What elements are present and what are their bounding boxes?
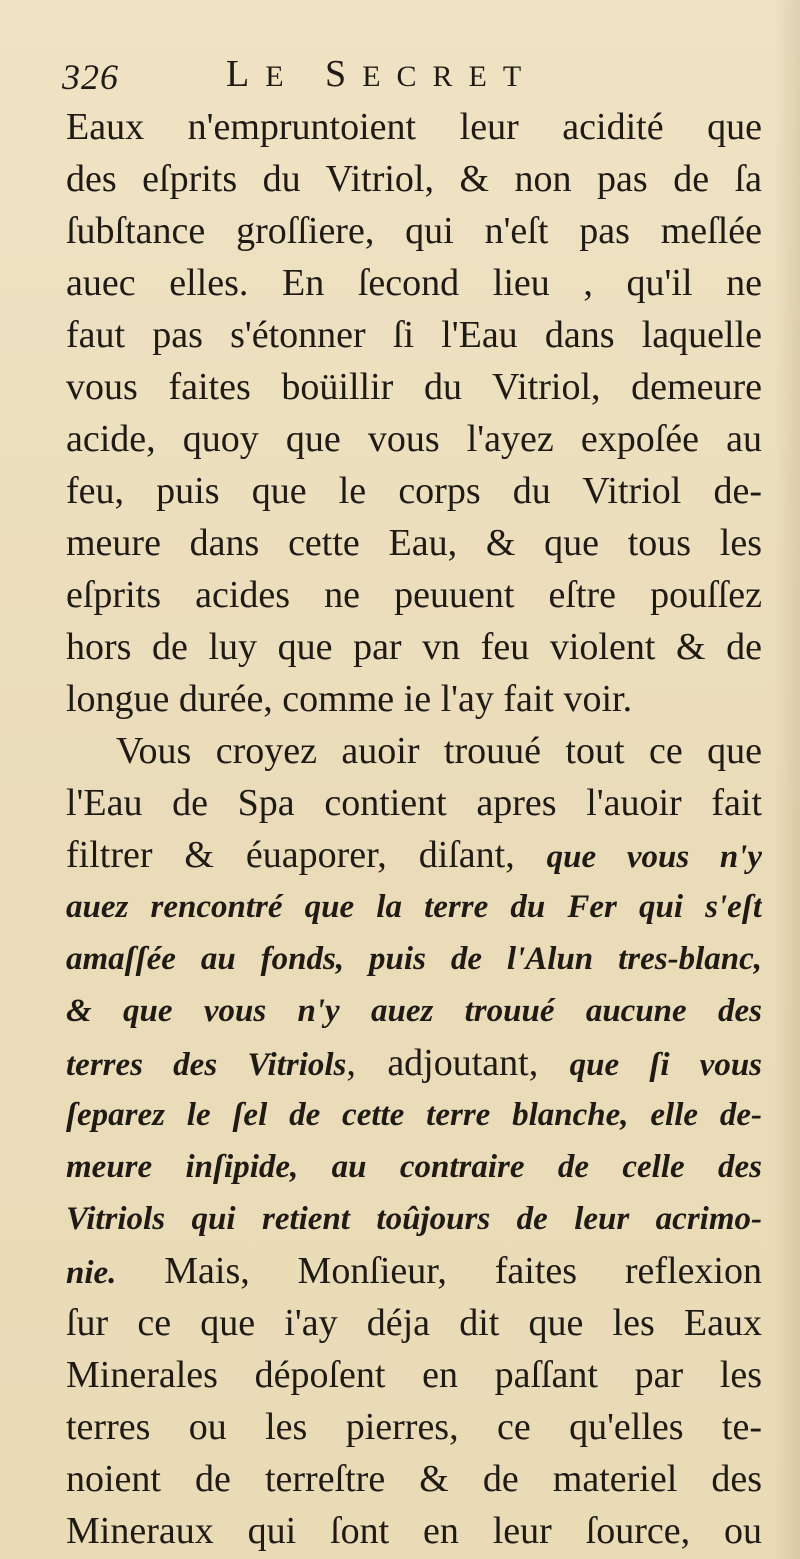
text-line-mixed [66, 1245, 762, 1297]
text-line: Eaux n'empruntoient leur acidité que [66, 106, 762, 148]
text-line: des eſprits du Vitriol, & non pas de ſa [66, 158, 762, 200]
text-italic: que vous n'y [546, 839, 762, 875]
text-italic: nie. [66, 1255, 117, 1291]
text-line-italic: meure inſipide, au contraire de celle des [66, 1149, 762, 1185]
text-line: ſubſtance groſſiere, qui n'eſt pas meſlée [66, 210, 762, 252]
text-line: feu, puis que le corps du Vitriol de- [66, 470, 762, 512]
text-line: meure dans cette Eau, & que tous les [66, 522, 762, 564]
page-edge-shadow [774, 0, 800, 1559]
running-title-initial-1: L [226, 53, 266, 95]
running-title-rest-1: E [265, 60, 300, 93]
text-line-mixed [66, 829, 762, 881]
page-number: 326 [62, 57, 119, 97]
text-line: ſur ce que i'ay déja dit que les Eaux [66, 1302, 762, 1344]
text-line: hors de luy que par vn feu violent & de [66, 626, 762, 668]
page-header [62, 52, 762, 102]
running-title-initial-2: S [325, 53, 363, 95]
text-line: eſprits acides ne peuuent eſtre pouſſez [66, 574, 762, 616]
running-title-rest-2: ECRET [362, 60, 538, 93]
text-line-paragraph-start: Vous croyez auoir trouué tout ce que [116, 730, 762, 772]
text-line: vous faites boüillir du Vitriol, demeure [66, 366, 762, 408]
text-italic: terres des Vitriols [66, 1047, 347, 1083]
text-line-italic: Vitriols qui retient toûjours de leur acrimo- [66, 1201, 762, 1237]
text-line-mixed [66, 1037, 762, 1089]
text-line: faut pas s'étonner ſi l'Eau dans laquelle [66, 314, 762, 356]
text-line: Minerales dépoſent en paſſant par les [66, 1354, 762, 1396]
text-line: longue durée, comme ie l'ay fait voir. [66, 678, 633, 720]
text-body [66, 101, 762, 1557]
text-line: noient de terreſtre & de materiel des [66, 1458, 762, 1500]
running-title [226, 52, 537, 96]
text-line-italic: & que vous n'y auez trouué aucune des [66, 993, 762, 1029]
text-line: Mineraux qui ſont en leur ſource, ou [66, 1510, 762, 1552]
text-line: acide, quoy que vous l'ayez expoſée au [66, 418, 762, 460]
text-line: l'Eau de Spa contient apres l'auoir fait [66, 782, 762, 824]
text-line: terres ou les pierres, ce qu'elles te- [66, 1406, 762, 1448]
text-italic: que ſi vous [569, 1047, 762, 1083]
text-line-italic: auez rencontré que la terre du Fer qui s'eſt [66, 889, 762, 925]
text-roman: filtrer & éuaporer, diſant, [66, 834, 547, 876]
text-line: auec elles. En ſecond lieu , qu'il ne [66, 262, 762, 304]
text-roman: Mais, Monſieur, faites reflexion [116, 1250, 762, 1292]
text-line-italic: amaſſée au fonds, puis de l'Alun tres-blanc, [66, 941, 762, 977]
text-line-italic: ſeparez le ſel de cette terre blanche, elle de- [66, 1097, 762, 1133]
text-roman: , adjoutant, [346, 1042, 570, 1084]
